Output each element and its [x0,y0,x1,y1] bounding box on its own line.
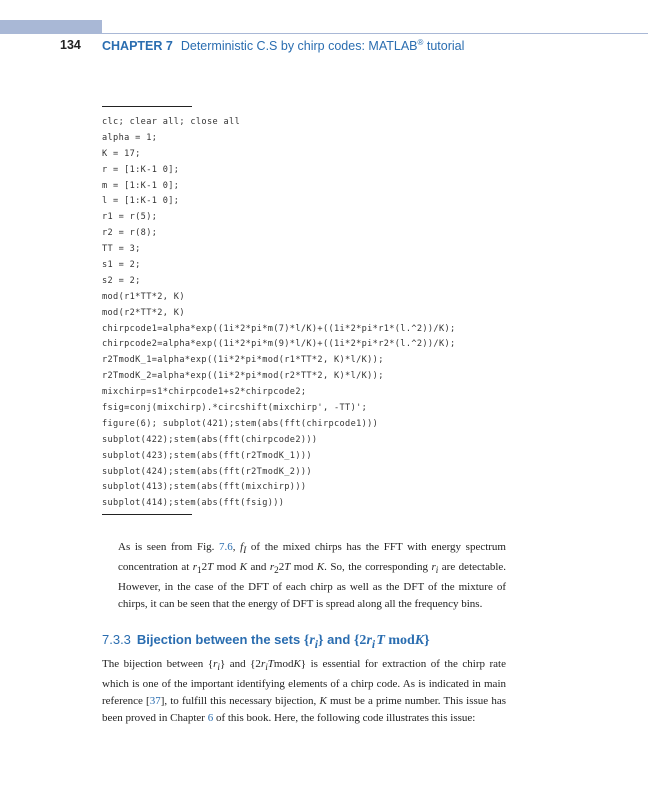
chapter-link[interactable]: 6 [207,712,214,725]
running-header [102,38,464,53]
paragraph-fft-explanation: As is seen from Fig. 7.6, $f_I$ of the mixed chirps has the FFT with energy spectrum concentration at $r_12T$ mod K and $r_22T$ mod K. So, the corresponding $r_i$ are detectable. However, in the case of the DFT of each chirp as well as the DFT of the mixture of chirps, it can be seen that the energy of DFT is spread along all the frequency bins. [118,541,507,611]
code-line: r = [1:K-1 0]; [102,164,180,175]
code-line: subplot(424);stem(abs(fft(r2TmodK_2))) [102,466,312,477]
code-line: chirpcode1=alpha*exp((1i*2*pi*m(7)*l/K)+((1i*2*pi*r1*(l.^2))/K); [102,323,456,334]
code-line: chirpcode2=alpha*exp((1i*2*pi*m(9)*l/K)+((1i*2*pi*r2*(l.^2))/K); [102,339,456,350]
code-line: r2TmodK_1=alpha*exp((1i*2*pi*mod(r1*TT*2, K)*l/K)); [102,355,384,366]
code-line: clc; clear all; close all [102,117,241,127]
chapter-title-tail: tutorial [423,39,465,54]
code-line: alpha = 1; [102,132,158,143]
code-line: K = 17; [102,148,141,159]
code-line: m = [1:K-1 0]; [102,180,180,191]
code-line: fsig=conj(mixchirp).*circshift(mixchirp', -TT)'; [102,403,368,414]
code-line: r2 = r(8); [102,228,158,239]
code-line: subplot(422);stem(abs(fft(chirpcode2))) [102,434,318,445]
section-heading: 7.3.3 Bijection between the sets $\{r_i\}$ and {$2r_i$ T modK} [102,632,430,651]
code-bottom-rule [102,514,192,515]
code-line: subplot(413);stem(abs(fft(mixchirp))) [102,482,307,493]
code-line: r1 = r(5); [102,212,158,223]
header-accent-bar [0,20,102,34]
reference-link[interactable]: 37 [149,695,161,708]
header-rule [102,33,648,34]
chapter-title: Deterministic C.S by chirp codes: MATLAB [180,39,418,54]
code-line: mod(r1*TT*2, K) [102,291,185,302]
code-line: s1 = 2; [102,260,141,271]
page-number: 134 [60,38,81,52]
code-line: subplot(414);stem(abs(fft(fsig))) [102,498,285,509]
registered-mark: ® [417,38,424,47]
code-line: figure(6); subplot(421);stem(abs(fft(chirpcode1))) [102,418,379,429]
code-line: mixchirp=s1*chirpcode1+s2*chirpcode2; [102,387,307,398]
code-line: s2 = 2; [102,275,141,286]
code-line: r2TmodK_2=alpha*exp((1i*2*pi*mod(r2*TT*2, K)*l/K)); [102,371,384,382]
section-title: Bijection between the sets [136,632,304,647]
chapter-label: CHAPTER 7 [102,39,173,54]
paragraph-bijection: The bijection between $\{r_i\}$ and $\{2r_iTmodK\}$ is essential for extraction of the chirp rate which is one of the important identifying elements of a chirp code. As is indicated in main reference [37], to fulfill this necessary bijection, K must be a prime number. This issue has been proved in Chapter 6 of this book. Here, the following code illustrates this issue: [102,658,506,725]
section-number: 7.3.3 [102,632,131,647]
code-line: mod(r2*TT*2, K) [102,307,185,318]
code-line: TT = 3; [102,244,141,255]
code-line: subplot(423);stem(abs(fft(r2TmodK_1))) [102,450,312,461]
code-line: l = [1:K-1 0]; [102,196,180,207]
matlab-code-block [102,115,456,512]
code-top-rule [102,106,192,107]
figure-link[interactable]: 7.6 [219,541,233,553]
